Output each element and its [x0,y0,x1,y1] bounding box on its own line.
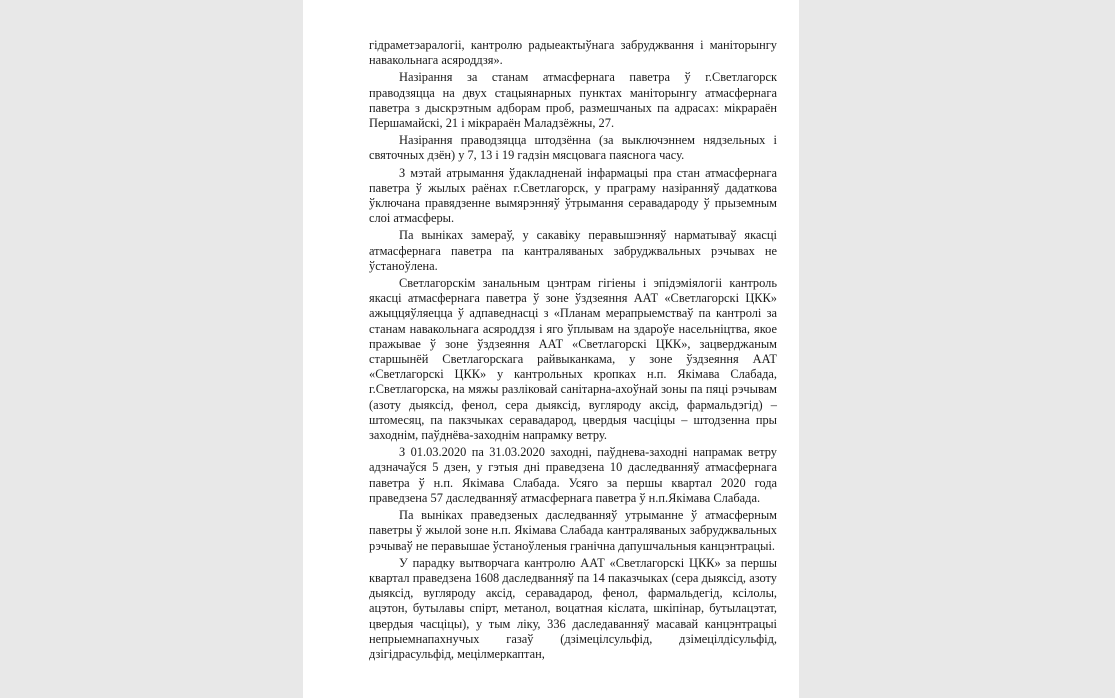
paragraph-7: З 01.03.2020 па 31.03.2020 заходні, паўднева-заходні напрамак ветру адзначаўся 5 дзен, у гэтыя дні праведзена 10 даследванняў атмасфернага паветра ў н.п. Якімава Слабада. Усяго за першы квартал 2020 года праведзена 57 даследванняў атмасфернага паветра ў н.п.Якімава Слабада. [369,445,777,505]
document-page [303,0,799,698]
paragraph-5: Па выніках замераў, у сакавіку перавышэнняў нарматываў якасці атмасфернага паветра па кантраляваных забруджвальных рэчывах не ўстаноўлена. [369,228,777,273]
paragraph-8: Па выніках праведзеных даследванняў утрыманне ў атмасферным паветры ў жылой зоне н.п. Якімава Слабада кантраляваных забруджвальных рэчываў не перавышае ўстаноўленыя гранічна дапушчальныя канцэнтрацыі. [369,508,777,553]
paragraph-6: Светлагорскім занальным цэнтрам гігіены і эпідэміялогіі кантроль якасці атмасфернага паветра ў зоне ўздзеяння ААТ «Светлагорскі ЦКК» ажыццяўляецца ў адпаведнасці з «Планам мерапрыемстваў па кантролі за станам навакольнага асяроддзя і яго ўплывам на здароўе насельніцтва, якое пражывае ў зоне ўздзеяння ААТ «Светлагорскі ЦКК», зацверджаным старшынёй Светлагорскага райвыканкама, у зоне ўздзеяння ААТ «Светлагорскі ЦКК» у кантрольных кропках н.п. Якімава Слабада, г.Светлагорска, на мяжы разліковай санітарна-ахоўнай зоны па пяці рэчывам (азоту дыяксід, фенол, сера дыяксід, вугляроду аксід, фармальдэгід) – штомесяц, па пакзчыках серавадарод, цвердыя часціцы – штодзенна пры заходнім, паўднёва-заходнім напрамку ветру. [369,276,777,443]
paragraph-9: У парадку вытворчага кантролю ААТ «Светлагорскі ЦКК» за першы квартал праведзена 1608 даследванняў па 14 паказчыках (сера дыяксід, азоту дыяксід, вугляроду аксід, серавадарод, фенол, фармальдегід, ксілолы, ацэтон, бутылавы спірт, метанол, воцатная кіслата, шкіпінар, бутылацэтат, цвердыя часціцы), у тым ліку, 336 даследаванняў масавай канцэнтрацыі непрыемнапахнучых газаў (дзімецілсульфід, дзімецілдісульфід, дзігідрасульфід, мецілмеркаптан, [369,555,777,661]
paragraph-1: гідраметэаралогіі, кантролю радыеактыўнага забруджвання і маніторынгу навакольнага асяроддзя». [369,38,777,68]
document-body [369,38,777,664]
paragraph-2: Назірання за станам атмасфернага паветра ў г.Светлагорск праводзяцца на двух стацыянарных пунктах маніторынгу атмасфернага паветра з дыскрэтным адборам проб, размешчаных па адрасах: мікрараён Першамайскі, 21 і мікрараён Маладзёжны, 27. [369,70,777,131]
paragraph-3: Назірання праводзяцца штодзённа (за выключэннем нядзельных і святочных дзён) у 7, 13 і 19 гадзін мясцовага паяснога часу. [369,133,777,163]
paragraph-4: З мэтай атрымання ўдакладненай інфармацыі пра стан атмасфернага паветра ў жылых раёнах г.Светлагорск, у праграму назіранняў дадаткова ўключана правядзенне вымярэнняў ўтрымання серавадароду ў прыземным слоі атмасферы. [369,165,777,226]
